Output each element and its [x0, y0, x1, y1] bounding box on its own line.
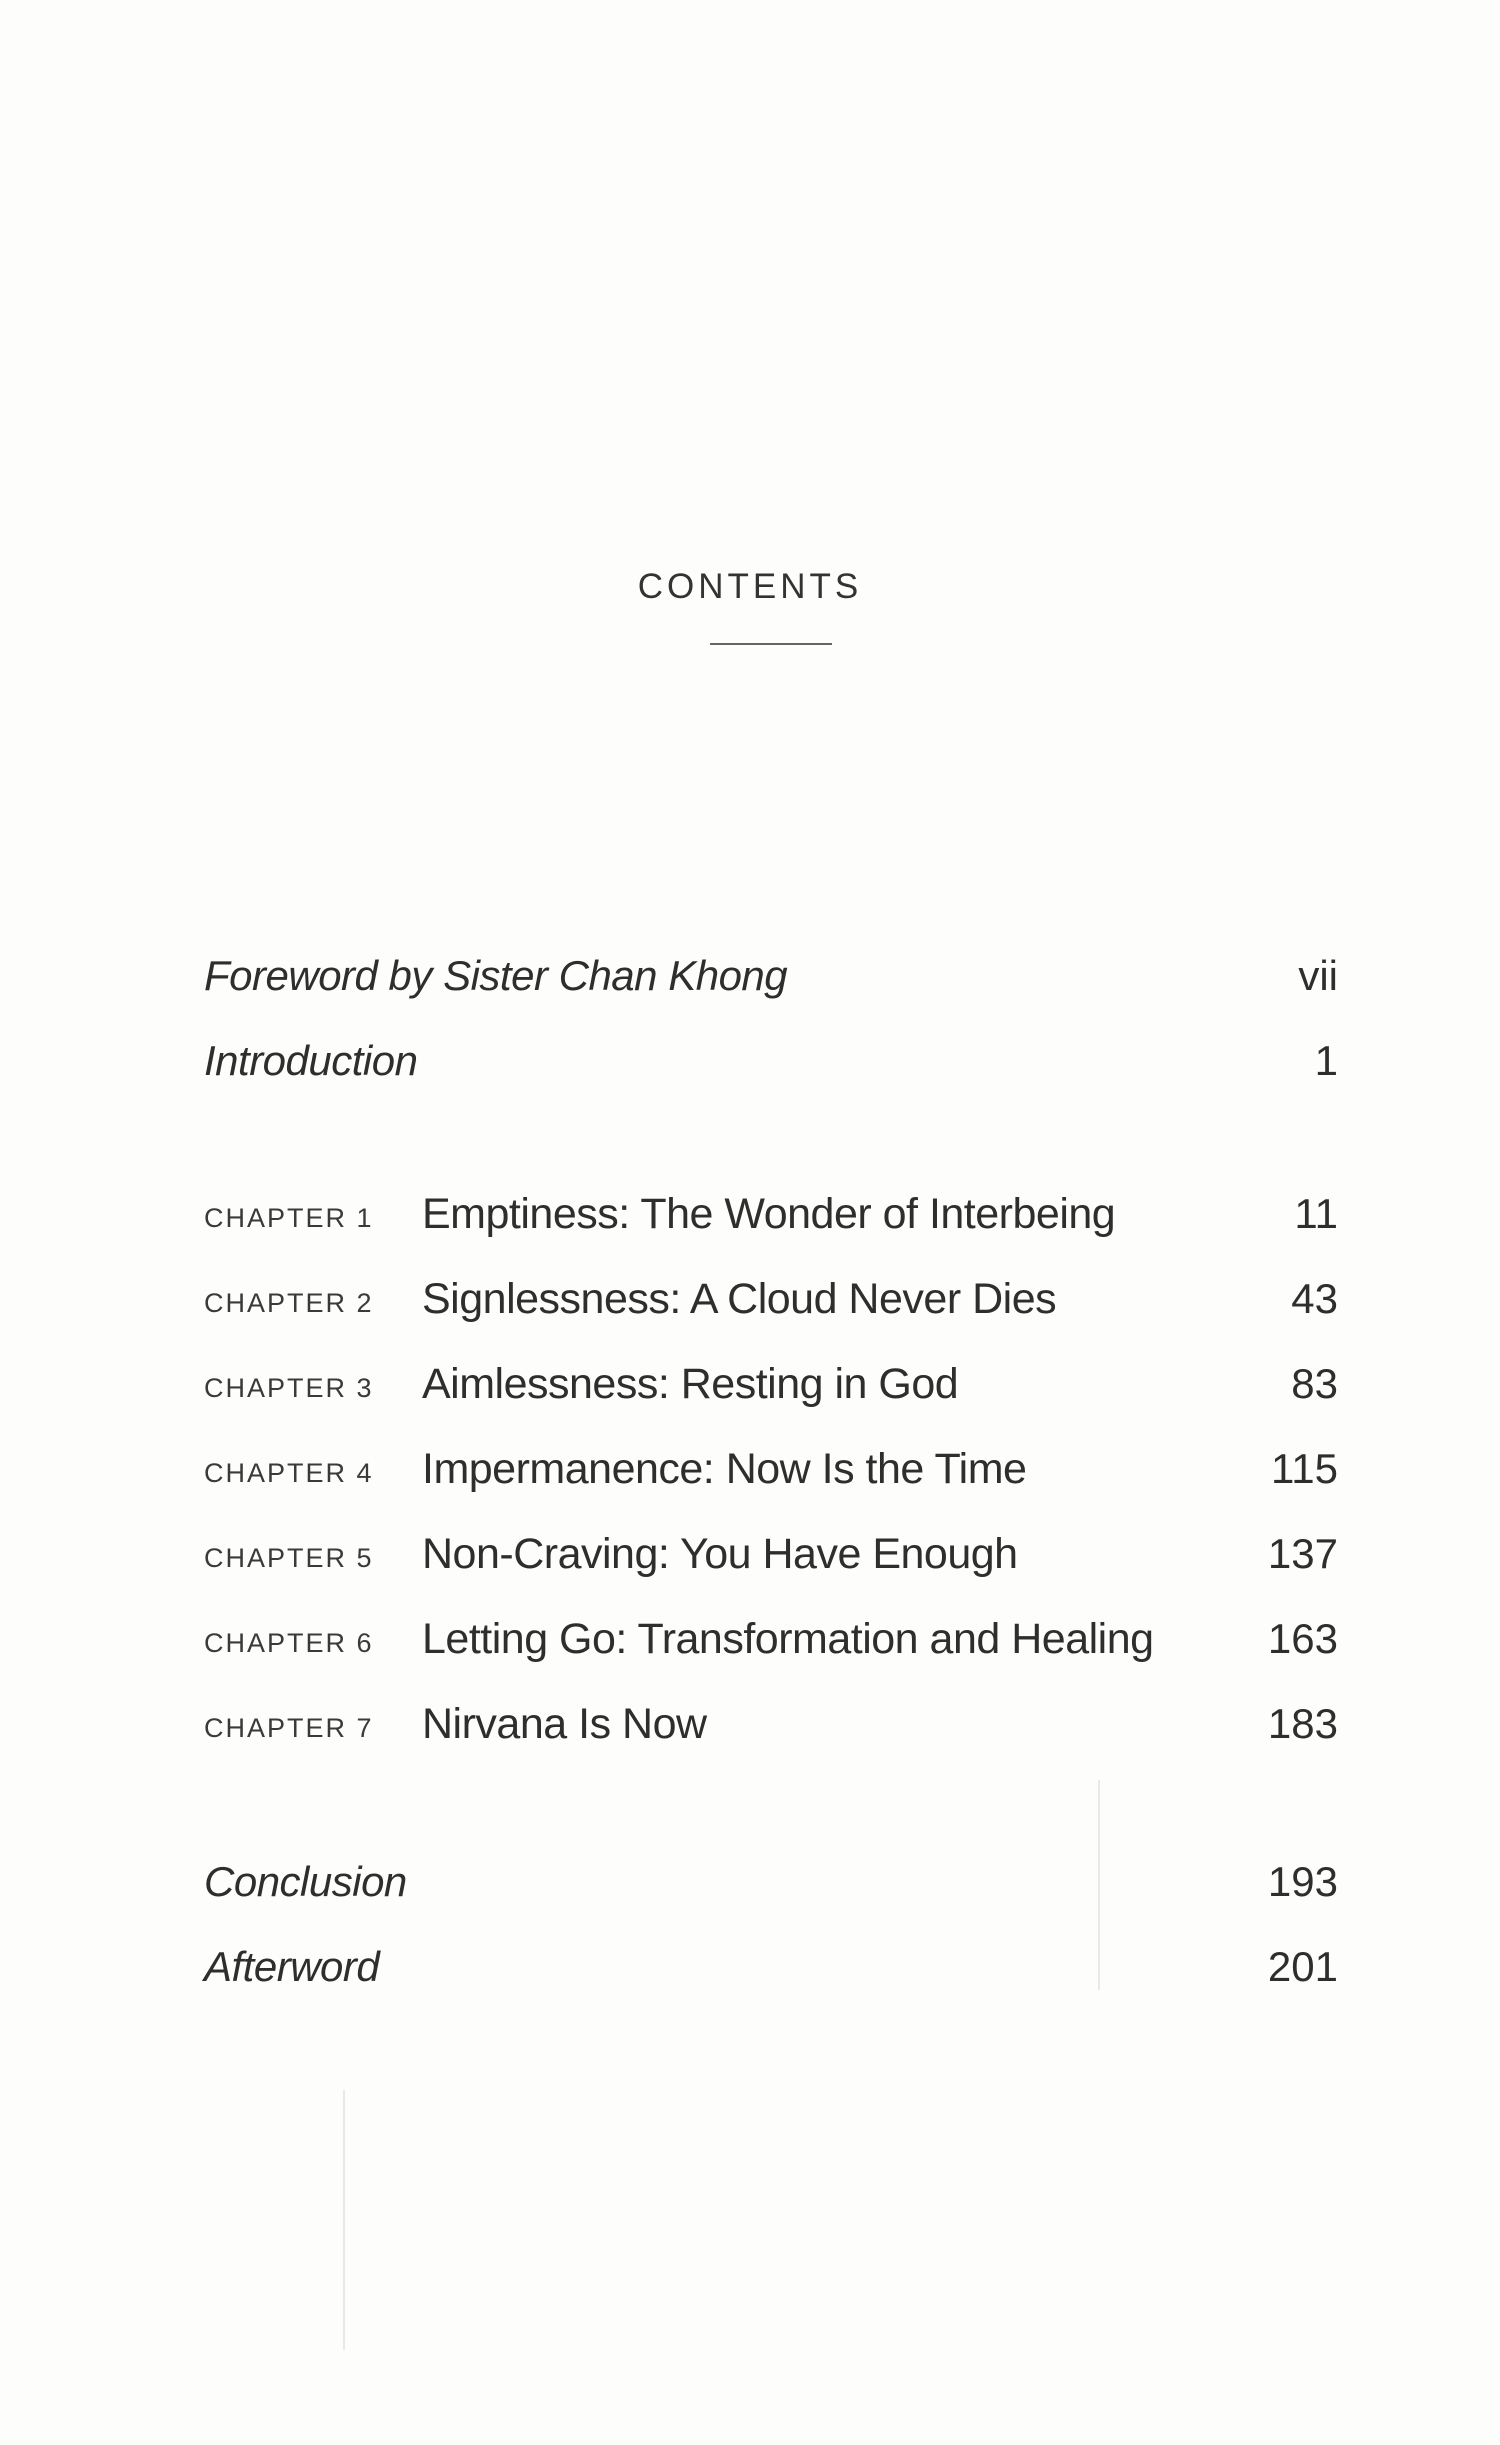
heading-rule — [710, 643, 832, 645]
entry-page-number: 11 — [1294, 1190, 1338, 1237]
chapter-title: Letting Go: Transformation and Healing — [422, 1615, 1154, 1663]
chapter-label: CHAPTER 3 — [204, 1373, 374, 1403]
chapter-title: Nirvana Is Now — [422, 1700, 707, 1748]
entry-page-number: 163 — [1267, 1615, 1338, 1662]
entry-page-number: 183 — [1267, 1700, 1338, 1747]
toc-entry-afterword[interactable] — [0, 1943, 1500, 2003]
chapter-label: CHAPTER 2 — [204, 1288, 374, 1318]
entry-title: Foreword by Sister Chan Khong — [204, 952, 788, 999]
chapter-title: Signlessness: A Cloud Never Dies — [422, 1275, 1057, 1323]
chapter-title: Emptiness: The Wonder of Interbeing — [422, 1190, 1116, 1238]
chapter-title: Aimlessness: Resting in God — [422, 1360, 959, 1408]
chapter-label: CHAPTER 6 — [204, 1628, 374, 1658]
chapter-title: Non-Craving: You Have Enough — [422, 1530, 1018, 1578]
chapter-label: CHAPTER 1 — [204, 1203, 374, 1233]
toc-entry-chapter-7[interactable] — [0, 1700, 1500, 1760]
chapter-title: Impermanence: Now Is the Time — [422, 1445, 1027, 1493]
toc-entry-foreword[interactable] — [0, 952, 1500, 1012]
entry-page-number: 43 — [1291, 1275, 1338, 1322]
scan-streak — [343, 2090, 345, 2350]
toc-entry-chapter-6[interactable] — [0, 1615, 1500, 1675]
entry-page-number: 137 — [1267, 1530, 1338, 1577]
toc-entry-chapter-4[interactable] — [0, 1445, 1500, 1505]
entry-page-number: 115 — [1271, 1445, 1338, 1492]
entry-title: Conclusion — [204, 1858, 407, 1905]
toc-entry-conclusion[interactable] — [0, 1858, 1500, 1918]
chapter-label: CHAPTER 5 — [204, 1543, 374, 1573]
entry-page-number: 83 — [1291, 1360, 1338, 1407]
entry-page-number: 193 — [1267, 1858, 1338, 1905]
chapter-label: CHAPTER 7 — [204, 1713, 374, 1743]
toc-entry-chapter-5[interactable] — [0, 1530, 1500, 1590]
entry-page-number: 201 — [1267, 1943, 1338, 1990]
toc-entry-chapter-3[interactable] — [0, 1360, 1500, 1420]
toc-entry-introduction[interactable] — [0, 1037, 1500, 1097]
toc-entry-chapter-1[interactable] — [0, 1190, 1500, 1250]
entry-title: Introduction — [204, 1037, 418, 1084]
entry-page-number: 1 — [1314, 1037, 1338, 1084]
toc-entry-chapter-2[interactable] — [0, 1275, 1500, 1335]
contents-heading: CONTENTS — [637, 567, 863, 606]
entry-title: Afterword — [204, 1943, 380, 1990]
chapter-label: CHAPTER 4 — [204, 1458, 374, 1488]
entry-page-number: vii — [1298, 952, 1338, 999]
